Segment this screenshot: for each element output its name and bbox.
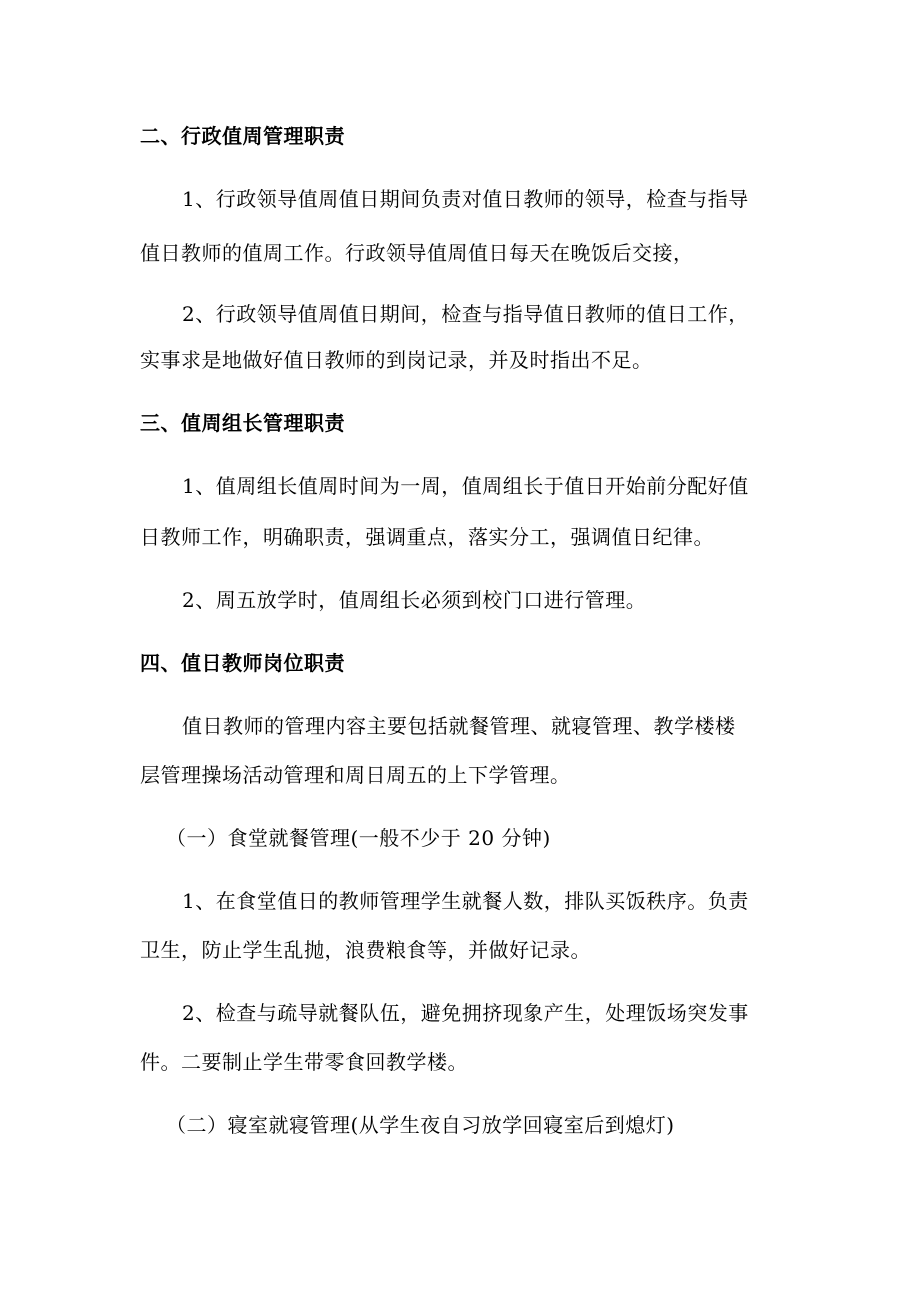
paragraph-line: 件。二要制止学生带零食回教学楼。: [140, 1050, 468, 1074]
paragraph-line: 2、周五放学时，值周组长必须到校门口进行管理。: [182, 588, 647, 612]
paragraph-line: 层管理操场活动管理和周日周五的上下学管理。: [140, 763, 571, 787]
subsection-heading-1: （一）食堂就餐管理(一般不少于 20 分钟): [166, 826, 551, 850]
paragraph-line: 卫生，防止学生乱抛，浪费粮食等，并做好记录。: [140, 938, 591, 962]
paragraph-line: 值日教师的管理内容主要包括就餐管理、就寝管理、教学楼楼: [182, 714, 736, 738]
paragraph-line: 2、行政领导值周值日期间，检查与指导值日教师的值日工作，: [182, 302, 749, 326]
section-heading-2: 二、行政值周管理职责: [140, 124, 345, 148]
paragraph-line: 值日教师的值周工作。行政领导值周值日每天在晚饭后交接，: [140, 241, 694, 265]
paragraph-line: 实事求是地做好值日教师的到岗记录，并及时指出不足。: [140, 348, 653, 372]
paragraph-line: 日教师工作，明确职责，强调重点，落实分工，强调值日纪律。: [140, 525, 714, 549]
paragraph-line: 1、值周组长值周时间为一周，值周组长于值日开始前分配好值: [182, 474, 749, 498]
section-heading-4: 四、值日教师岗位职责: [140, 651, 345, 675]
paragraph-line: 1、行政领导值周值日期间负责对值日教师的领导，检查与指导: [182, 187, 749, 211]
subsection-heading-2: （二）寝室就寝管理(从学生夜自习放学回寝室后到熄灯): [166, 1113, 675, 1137]
paragraph-line: 1、在食堂值日的教师管理学生就餐人数，排队买饭秩序。负责: [182, 889, 749, 913]
section-heading-3: 三、值周组长管理职责: [140, 411, 345, 435]
paragraph-line: 2、检查与疏导就餐队伍，避免拥挤现象产生，处理饭场突发事: [182, 1001, 749, 1025]
